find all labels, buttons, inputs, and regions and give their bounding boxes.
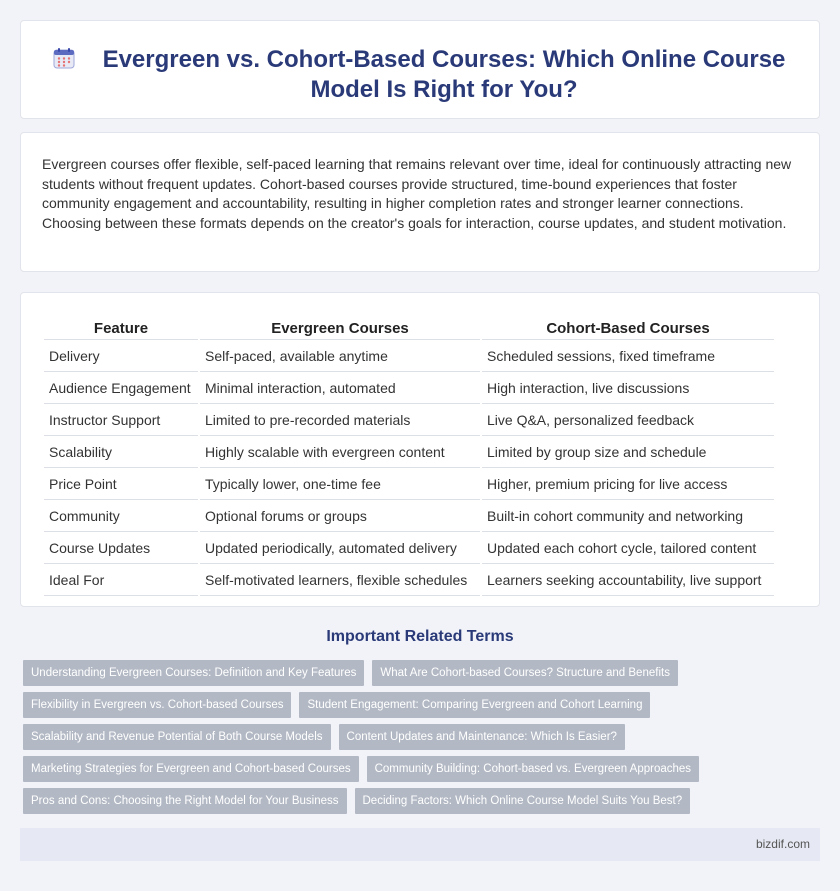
feature-cell: Instructor Support: [44, 406, 198, 436]
calendar-icon: [53, 47, 75, 69]
feature-cell: Audience Engagement: [44, 374, 198, 404]
table-row: [44, 374, 774, 404]
table-row: [44, 470, 774, 500]
evergreen-cell: Optional forums or groups: [200, 502, 480, 532]
related-term-link[interactable]: Scalability and Revenue Potential of Both Course Models: [23, 724, 331, 750]
comparison-table: [42, 315, 776, 598]
evergreen-cell: Typically lower, one-time fee: [200, 470, 480, 500]
related-term-link[interactable]: What Are Cohort-based Courses? Structure and Benefits: [372, 660, 678, 686]
page-title: Evergreen vs. Cohort-Based Courses: Which Online Course Model Is Right for You?: [102, 46, 786, 103]
feature-cell: Price Point: [44, 470, 198, 500]
cohort-cell: Scheduled sessions, fixed timeframe: [482, 342, 774, 372]
evergreen-cell: Self-motivated learners, flexible schedules: [200, 566, 480, 596]
footer-site-link[interactable]: bizdif.com: [755, 837, 810, 851]
table-row: [44, 502, 774, 532]
feature-cell: Scalability: [44, 438, 198, 468]
footer: [20, 828, 820, 861]
evergreen-cell: Minimal interaction, automated: [200, 374, 480, 404]
comparison-card: [20, 292, 820, 607]
table-row: [44, 406, 774, 436]
related-term-link[interactable]: Community Building: Cohort-based vs. Evergreen Approaches: [367, 756, 699, 782]
cohort-cell: Built-in cohort community and networking: [482, 502, 774, 532]
intro-card: [20, 132, 820, 272]
title-card: [20, 20, 820, 119]
evergreen-cell: Highly scalable with evergreen content: [200, 438, 480, 468]
related-term-link[interactable]: Deciding Factors: Which Online Course Model Suits You Best?: [355, 788, 691, 814]
related-term-link[interactable]: Flexibility in Evergreen vs. Cohort-based Courses: [23, 692, 291, 718]
table-header-row: [44, 317, 774, 340]
header-cohort: Cohort-Based Courses: [482, 317, 774, 340]
related-terms-title: Important Related Terms: [326, 628, 514, 645]
related-term-link[interactable]: Pros and Cons: Choosing the Right Model for Your Business: [23, 788, 347, 814]
evergreen-cell: Self-paced, available anytime: [200, 342, 480, 372]
related-term-link[interactable]: Understanding Evergreen Courses: Definition and Key Features: [23, 660, 364, 686]
header-feature: Feature: [44, 317, 198, 340]
feature-cell: Ideal For: [44, 566, 198, 596]
cohort-cell: Higher, premium pricing for live access: [482, 470, 774, 500]
cohort-cell: Limited by group size and schedule: [482, 438, 774, 468]
feature-cell: Community: [44, 502, 198, 532]
header-evergreen: Evergreen Courses: [200, 317, 480, 340]
related-term-link[interactable]: Marketing Strategies for Evergreen and Cohort-based Courses: [23, 756, 359, 782]
cohort-cell: Updated each cohort cycle, tailored content: [482, 534, 774, 564]
intro-paragraph: Evergreen courses offer flexible, self-paced learning that remains relevant over time, ideal for continuously attracting new students without frequent updates. Cohort-based courses provide structured, time-bound experiences that foster community engagement and accountability, resulting in higher completion rates and stronger learner connections. Choosing between these formats depends on the creator's goals for interaction, course updates, and student motivation.: [42, 156, 792, 231]
related-term-link[interactable]: Content Updates and Maintenance: Which Is Easier?: [339, 724, 625, 750]
evergreen-cell: Updated periodically, automated delivery: [200, 534, 480, 564]
related-terms-list: [23, 660, 743, 820]
table-row: [44, 438, 774, 468]
related-term-link[interactable]: Student Engagement: Comparing Evergreen and Cohort Learning: [299, 692, 650, 718]
feature-cell: Delivery: [44, 342, 198, 372]
cohort-cell: Live Q&A, personalized feedback: [482, 406, 774, 436]
table-row: [44, 534, 774, 564]
cohort-cell: High interaction, live discussions: [482, 374, 774, 404]
evergreen-cell: Limited to pre-recorded materials: [200, 406, 480, 436]
table-row: [44, 342, 774, 372]
feature-cell: Course Updates: [44, 534, 198, 564]
table-row: [44, 566, 774, 596]
cohort-cell: Learners seeking accountability, live support: [482, 566, 774, 596]
